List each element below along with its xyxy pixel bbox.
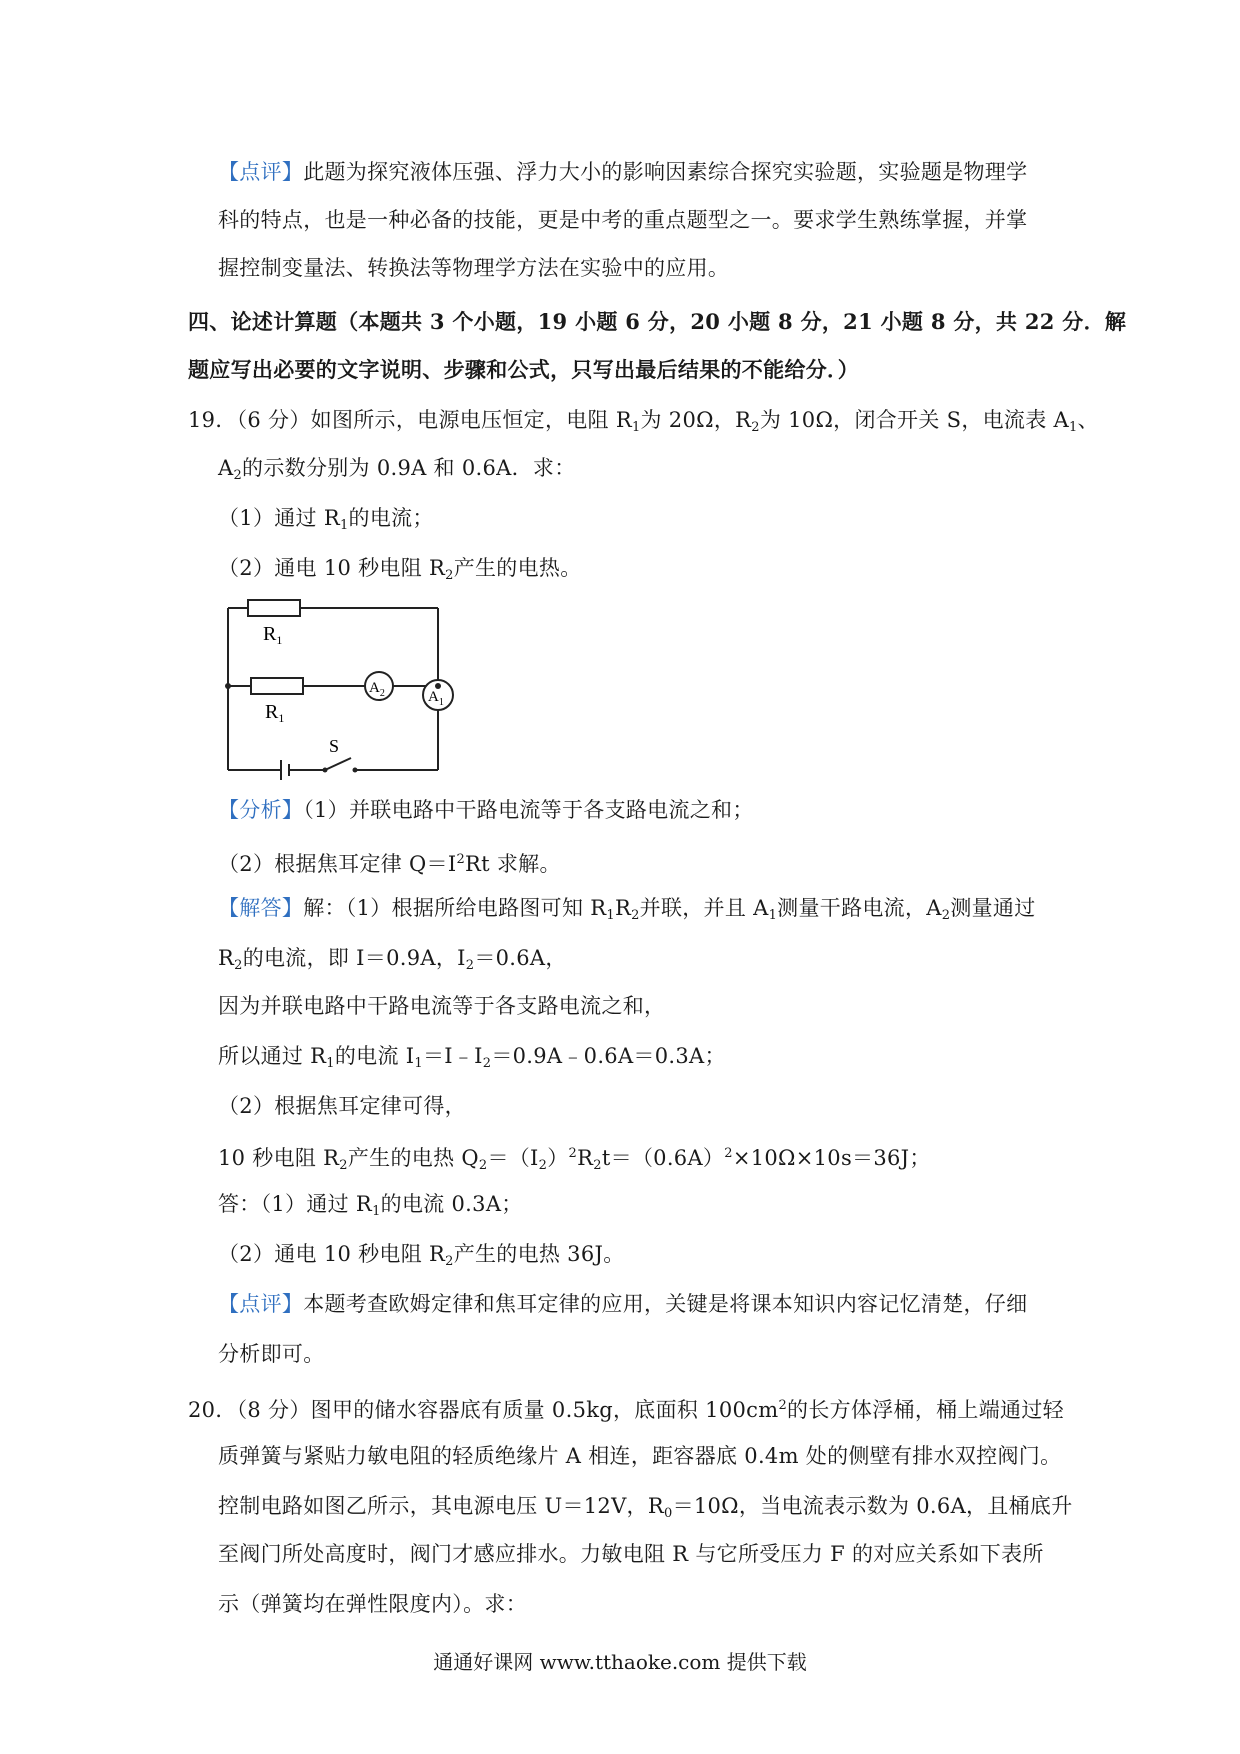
analysis-line: （2）根据焦耳定律 $Q=I^2Rt$ 求解。 — [218, 852, 561, 876]
question-19-part-2: （2）通电 10 秒电阻 $R_2$产生的电热。 — [218, 556, 582, 583]
switch-blade — [325, 758, 351, 770]
answer-line: （2）根据焦耳定律可得， — [218, 1094, 466, 1118]
answer-line: 10 秒电阻 $R_2$产生的电热 $Q_2=(I_2)^2R_2t=(0.6A)^2\times 10\Omega\times 10s=36J$； — [218, 1146, 931, 1173]
analysis-tag: 【分析】 — [218, 798, 304, 822]
label-r1-top: $R_1$ — [263, 623, 283, 647]
answer-line: 所以通过 $R_1$的电流 $I_1=I﹣I_2=0.9A﹣0.6A=0.3A$； — [218, 1044, 726, 1071]
question-19-text: $A_2$的示数分别为 0.9A 和 0.6A．求： — [218, 456, 576, 483]
junction-dot — [225, 683, 231, 689]
question-20-text: 20．（8 分）图甲的储水容器底有质量 0.5kg，底面积 $100cm^2$的长方体浮桶，桶上端通过轻 — [188, 1398, 1064, 1422]
answer-line: （2）通电 10 秒电阻 $R_2$产生的电热 36J。 — [218, 1242, 625, 1269]
section-heading: 题应写出必要的文字说明、步骤和公式，只写出最后结果的不能给分．） — [188, 357, 860, 382]
question-20-text: 示（弹簧均在弹性限度内）。求： — [218, 1592, 527, 1616]
switch-contact — [323, 768, 328, 773]
section-heading: 四、论述计算题（本题共 3 个小题，19 小题 6 分，20 小题 8 分，21 小题 8 分，共 22 分．解 — [188, 309, 1127, 334]
label-r1-middle: $R_1$ — [265, 701, 285, 725]
answer-line: $R_2$的电流，即 I＝0.9A，$I_2=0.6A$， — [218, 946, 567, 973]
answer-line: 答：（1）通过 $R_1$的电流 0.3A； — [218, 1192, 523, 1219]
answer-line: 【解答】解：（1）根据所给电路图可知 $R_1R_2$并联，并且 $A_1$测量干路电流，$A_2$测量通过 — [218, 896, 1036, 923]
question-20-text: 控制电路如图乙所示，其电源电压 U＝12V，$R_0=10\Omega$，当电流表示数为 0.6A，且桶底升 — [218, 1494, 1073, 1521]
question-19-part-1: （1）通过 $R_1$的电流； — [218, 506, 434, 533]
question-20-text: 至阀门所处高度时，阀门才感应排水。力敏电阻 R 与它所受压力 F 的对应关系如下表所 — [218, 1542, 1044, 1566]
answer-line: 因为并联电路中干路电流等于各支路电流之和， — [218, 994, 666, 1018]
resistor-r1-middle — [251, 678, 303, 694]
review-paragraph-line: 【点评】本题考查欧姆定律和焦耳定律的应用，关键是将课本知识内容记忆清楚，仔细 — [218, 1292, 1028, 1316]
label-a1: $A_1$ — [428, 689, 444, 708]
review-tag: 【点评】 — [218, 160, 304, 184]
analysis-line: 【分析】（1）并联电路中干路电流等于各支路电流之和； — [218, 798, 754, 822]
switch-contact — [353, 768, 358, 773]
label-s: S — [329, 736, 340, 756]
label-a2: $A_2$ — [369, 680, 385, 699]
question-20-text: 质弹簧与紧贴力敏电阻的轻质绝缘片 A 相连，距容器底 0.4m 处的侧壁有排水双控阀门。 — [218, 1444, 1062, 1468]
review-paragraph-line: 【点评】此题为探究液体压强、浮力大小的影响因素综合探究实验题，实验题是物理学 — [218, 160, 1028, 184]
review-tag: 【点评】 — [218, 1292, 304, 1316]
review-paragraph-line: 科的特点，也是一种必备的技能，更是中考的重点题型之一。要求学生熟练掌握，并掌 — [218, 208, 1028, 232]
review-paragraph-line: 分析即可。 — [218, 1342, 325, 1366]
answer-tag: 【解答】 — [218, 896, 304, 920]
resistor-r1-top — [248, 600, 300, 616]
page-footer: 通通好课网 www.tthaoke.com 提供下载 — [433, 1650, 807, 1674]
question-19-text: 19．（6 分）如图所示，电源电压恒定，电阻 $R_1$为 20Ω，$R_2$为 10Ω，闭合开关 S，电流表 $A_1$、 — [188, 408, 1099, 435]
circuit-diagram — [213, 590, 473, 780]
review-paragraph-line: 握控制变量法、转换法等物理学方法在实验中的应用。 — [218, 256, 730, 280]
